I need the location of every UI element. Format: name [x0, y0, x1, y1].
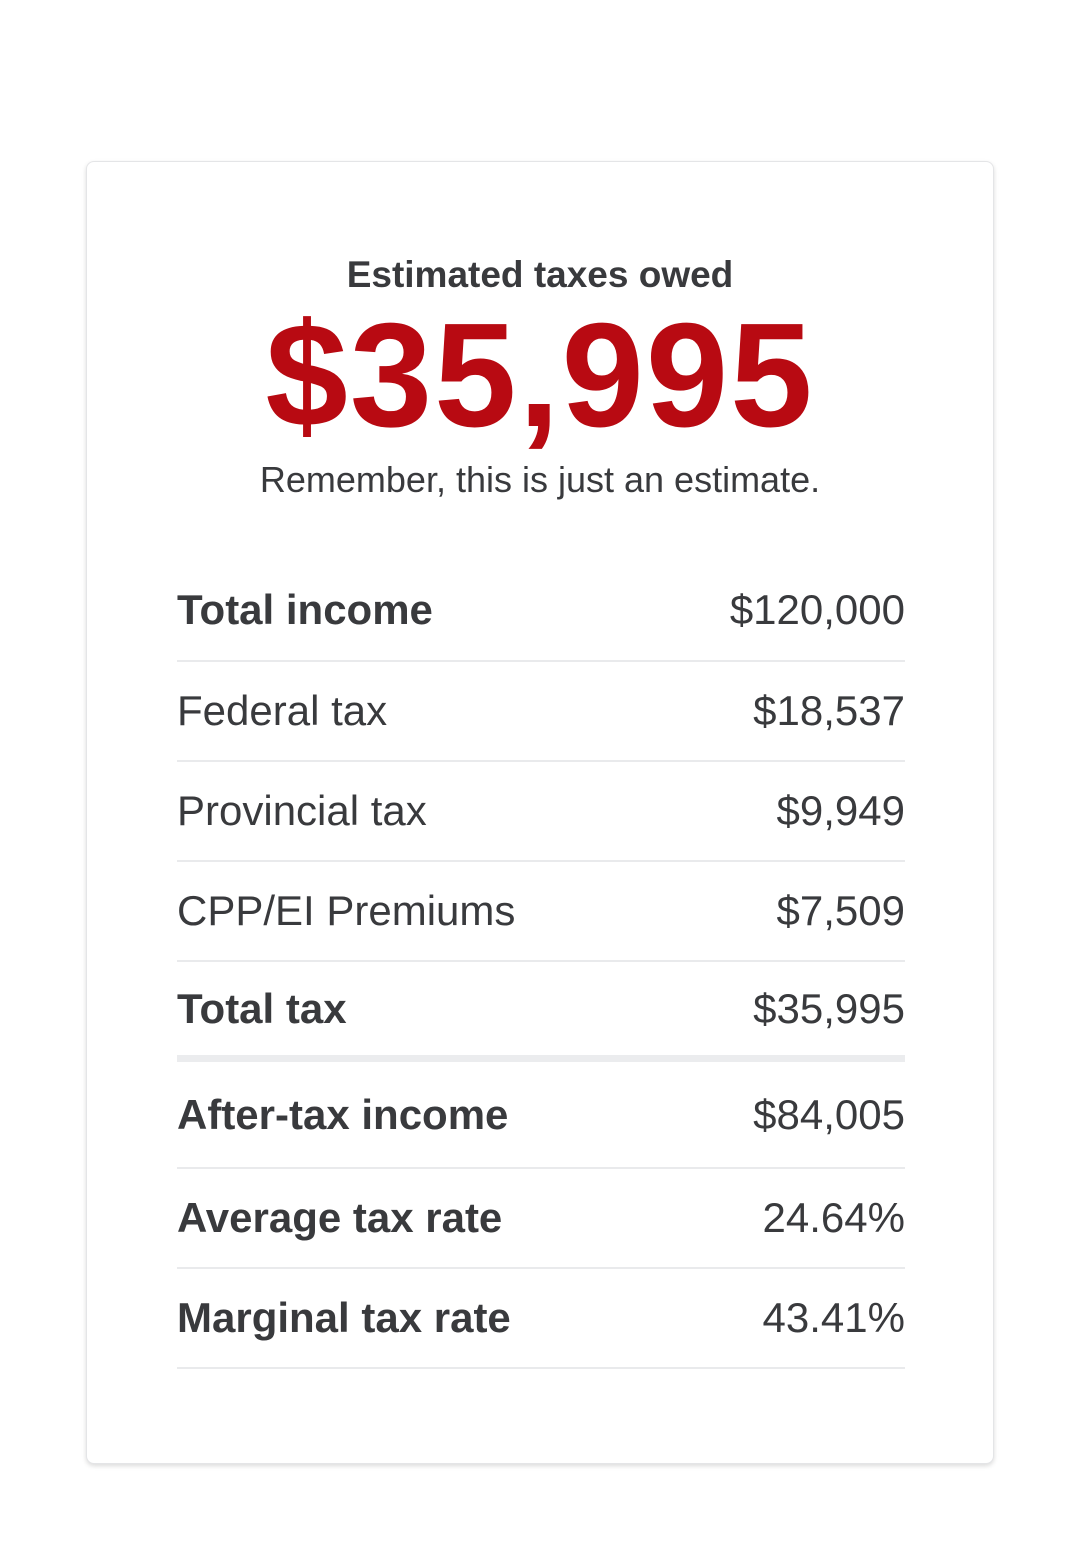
- row-value: $7,509: [776, 887, 905, 934]
- row-value: $84,005: [753, 1090, 905, 1138]
- row-label: Average tax rate: [177, 1194, 503, 1241]
- row-value: 24.64%: [762, 1194, 905, 1241]
- tax-breakdown-table: [177, 560, 905, 1369]
- tax-estimate-card: [86, 161, 994, 1464]
- row-value: $9,949: [776, 787, 905, 834]
- row-label: Provincial tax: [177, 787, 427, 834]
- row-value: $120,000: [729, 586, 905, 633]
- row-provincial-tax: [177, 762, 905, 862]
- row-average-tax-rate: [177, 1169, 905, 1269]
- row-after-tax-income: [177, 1062, 905, 1169]
- estimate-heading: Estimated taxes owed: [346, 254, 734, 295]
- row-label: Marginal tax rate: [177, 1294, 511, 1341]
- row-label: Total income: [177, 586, 433, 633]
- row-federal-tax: [177, 662, 905, 762]
- row-value: 43.41%: [762, 1294, 905, 1341]
- row-label: After-tax income: [177, 1090, 509, 1138]
- row-label: Federal tax: [177, 687, 388, 734]
- row-total-income: [177, 560, 905, 662]
- row-value: $35,995: [753, 984, 905, 1032]
- row-marginal-tax-rate: [177, 1269, 905, 1369]
- row-total-tax: [177, 962, 905, 1062]
- estimated-taxes-amount: $35,995: [265, 293, 815, 458]
- estimate-disclaimer: Remember, this is just an estimate.: [259, 459, 821, 500]
- row-cpp-ei-premiums: [177, 862, 905, 962]
- row-label: CPP/EI Premiums: [177, 887, 516, 934]
- row-value: $18,537: [753, 687, 905, 734]
- row-label: Total tax: [177, 984, 347, 1032]
